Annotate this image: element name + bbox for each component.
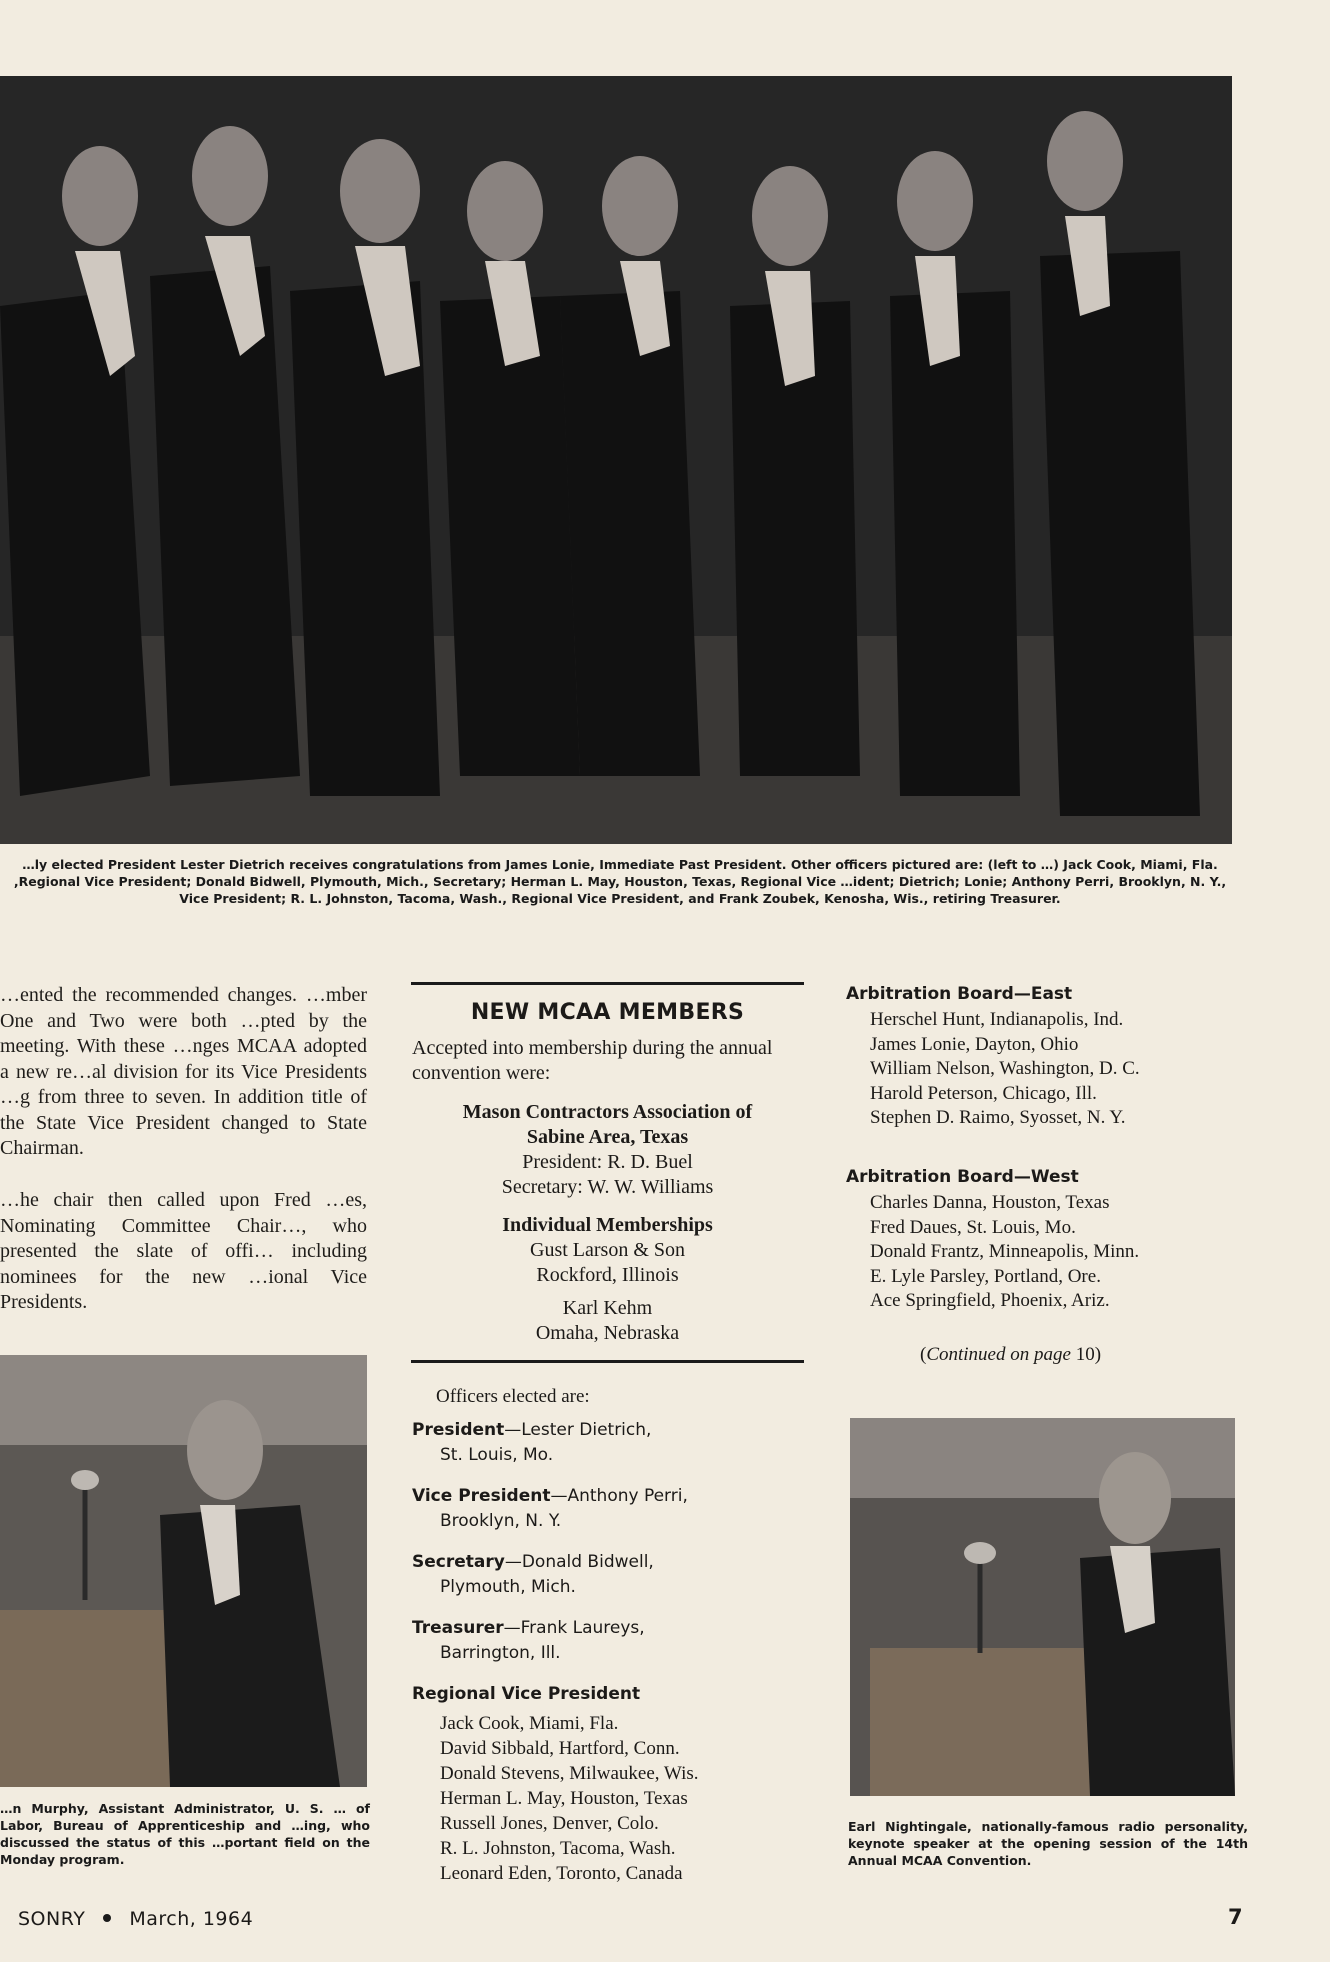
member-1-city: Rockford, Illinois — [536, 1264, 679, 1286]
arbitration-west-member: Fred Daues, St. Louis, Mo. — [870, 1216, 1076, 1238]
continued-open: ( — [920, 1344, 927, 1365]
regional-vp-item: Russell Jones, Denver, Colo. — [440, 1813, 659, 1834]
page-number: 7 — [1228, 1905, 1243, 1929]
group-photo — [0, 76, 1232, 844]
arbitration-west-member: Donald Frantz, Minneapolis, Minn. — [870, 1241, 1140, 1262]
officer-president: President—Lester Dietrich, St. Louis, Mo. — [412, 1418, 812, 1468]
page-footer — [18, 1908, 253, 1930]
regional-vp-item: R. L. Johnston, Tacoma, Wash. — [440, 1838, 676, 1859]
association-president: President: R. D. Buel — [522, 1151, 693, 1173]
arbitration-west-member: Ace Springfield, Phoenix, Ariz. — [870, 1290, 1110, 1311]
continued-text: Continued on page — [926, 1344, 1071, 1365]
arbitration-east-member: Harold Peterson, Chicago, Ill. — [870, 1082, 1097, 1104]
association-name-line-1: Mason Contractors Association of — [462, 1101, 753, 1123]
body-paragraph-1: …ented the recommended changes. …mber One and Two were both …pted by the meeting. With these …nges MCAA adopted a new re…al division for its Vice Presidents …g from three to seven. In addition title of the State Vice President changed to State Chairman. — [0, 984, 367, 1159]
officer-secretary: Secretary—Donald Bidwell, Plymouth, Mich. — [412, 1550, 812, 1600]
officer-treasurer: Treasurer—Frank Laureys, Barrington, Ill. — [412, 1616, 812, 1666]
regional-vp-item: Jack Cook, Miami, Fla. — [440, 1713, 619, 1734]
officer-vice-president-name: Anthony Perri, — [567, 1486, 688, 1506]
regional-vp-item: Donald Stevens, Milwaukee, Wis. — [440, 1763, 699, 1784]
bullet-separator — [103, 1914, 111, 1922]
officer-president-name: Lester Dietrich, — [521, 1420, 652, 1440]
section-rule-top — [411, 982, 804, 985]
speaker-photo-right-caption: Earl Nightingale, nationally-famous radio personality, keynote speaker at the opening session of the 14th Annual MCAA Convention. — [848, 1819, 1248, 1868]
officer-treasurer-title: Treasurer — [412, 1618, 504, 1638]
speaker-photo-left-caption: …n Murphy, Assistant Administrator, U. S. … of Labor, Bureau of Apprenticeship and …ing, who discussed the status of this …portant field on the Monday program. — [0, 1801, 370, 1867]
officer-vice-president-title: Vice President — [412, 1486, 551, 1506]
regional-vp-title: Regional Vice President — [412, 1684, 641, 1704]
officers-intro: Officers elected are: — [436, 1386, 590, 1407]
new-members-title: NEW MCAA MEMBERS — [470, 1000, 745, 1025]
regional-vp-list — [440, 1711, 699, 1886]
speaker-photo-right — [850, 1418, 1235, 1796]
member-2-city: Omaha, Nebraska — [535, 1322, 680, 1344]
officer-president-title: President — [412, 1420, 505, 1440]
member-2-name: Karl Kehm — [562, 1297, 653, 1319]
association-name-line-2: Sabine Area, Texas — [526, 1126, 689, 1148]
officer-vice-president: Vice President—Anthony Perri, Brooklyn, N. Y. — [412, 1484, 812, 1534]
officer-president-city: St. Louis, Mo. — [440, 1445, 554, 1465]
arbitration-west-member: E. Lyle Parsley, Portland, Ore. — [870, 1265, 1101, 1287]
regional-vp-item: Leonard Eden, Toronto, Canada — [440, 1863, 683, 1884]
individual-memberships-block — [410, 1213, 805, 1346]
new-members-intro: Accepted into membership during the annual convention were: — [412, 1037, 773, 1084]
officer-secretary-city: Plymouth, Mich. — [440, 1577, 576, 1597]
group-photo-caption: …ly elected President Lester Dietrich receives congratulations from James Lonie, Immediate Past President. Other officers pictured are: (left to …) Jack Cook, Miami, Fla. ,Regional Vice President; Donald Bidwell, Plymouth, Mich., Secretary; Herman L. May, Houston, Texas, Regional Vice …ident; Dietrich; Lonie; Anthony Perri, Brooklyn, N. Y., Vice President; R. L. Johnston, Tacoma, Wash., Regional Vice President, and Frank Zoubek, Kenosha, Wis., retiring Treasurer. — [13, 857, 1227, 906]
body-paragraph-2: …he chair then called upon Fred …es, Nominating Committee Chair…, who presented the slate of offi… including nominees for the new …ional Vice Presidents. — [0, 1189, 367, 1313]
association-block — [410, 1100, 805, 1200]
regional-vp-item: David Sibbald, Hartford, Conn. — [440, 1738, 680, 1759]
regional-vp-item: Herman L. May, Houston, Texas — [440, 1788, 688, 1809]
arbitration-west-member: Charles Danna, Houston, Texas — [870, 1192, 1110, 1213]
association-secretary: Secretary: W. W. Williams — [501, 1176, 714, 1198]
arbitration-west — [846, 1167, 1246, 1314]
officer-treasurer-name: Frank Laureys, — [520, 1618, 645, 1638]
publication-name: SONRY — [18, 1908, 86, 1930]
officer-secretary-name: Donald Bidwell, — [521, 1552, 654, 1572]
arbitration-east-member: Herschel Hunt, Indianapolis, Ind. — [870, 1009, 1124, 1030]
arbitration-east-title: Arbitration Board—East — [846, 984, 1073, 1004]
officer-vice-president-city: Brooklyn, N. Y. — [440, 1511, 562, 1531]
section-rule-bottom — [411, 1360, 804, 1363]
arbitration-east — [846, 984, 1246, 1131]
issue-date: March, 1964 — [129, 1908, 254, 1930]
arbitration-east-member: Stephen D. Raimo, Syosset, N. Y. — [870, 1107, 1126, 1128]
arbitration-east-member: James Lonie, Dayton, Ohio — [870, 1033, 1079, 1055]
arbitration-east-member: William Nelson, Washington, D. C. — [870, 1058, 1140, 1079]
continued-page: 10) — [1075, 1344, 1102, 1365]
officer-treasurer-city: Barrington, Ill. — [440, 1643, 561, 1663]
continued-note — [920, 1344, 1101, 1366]
individual-memberships-heading: Individual Memberships — [502, 1214, 713, 1236]
officer-secretary-title: Secretary — [412, 1552, 505, 1572]
member-1-name: Gust Larson & Son — [530, 1239, 685, 1261]
speaker-photo-left — [0, 1355, 367, 1787]
arbitration-west-title: Arbitration Board—West — [846, 1167, 1079, 1187]
